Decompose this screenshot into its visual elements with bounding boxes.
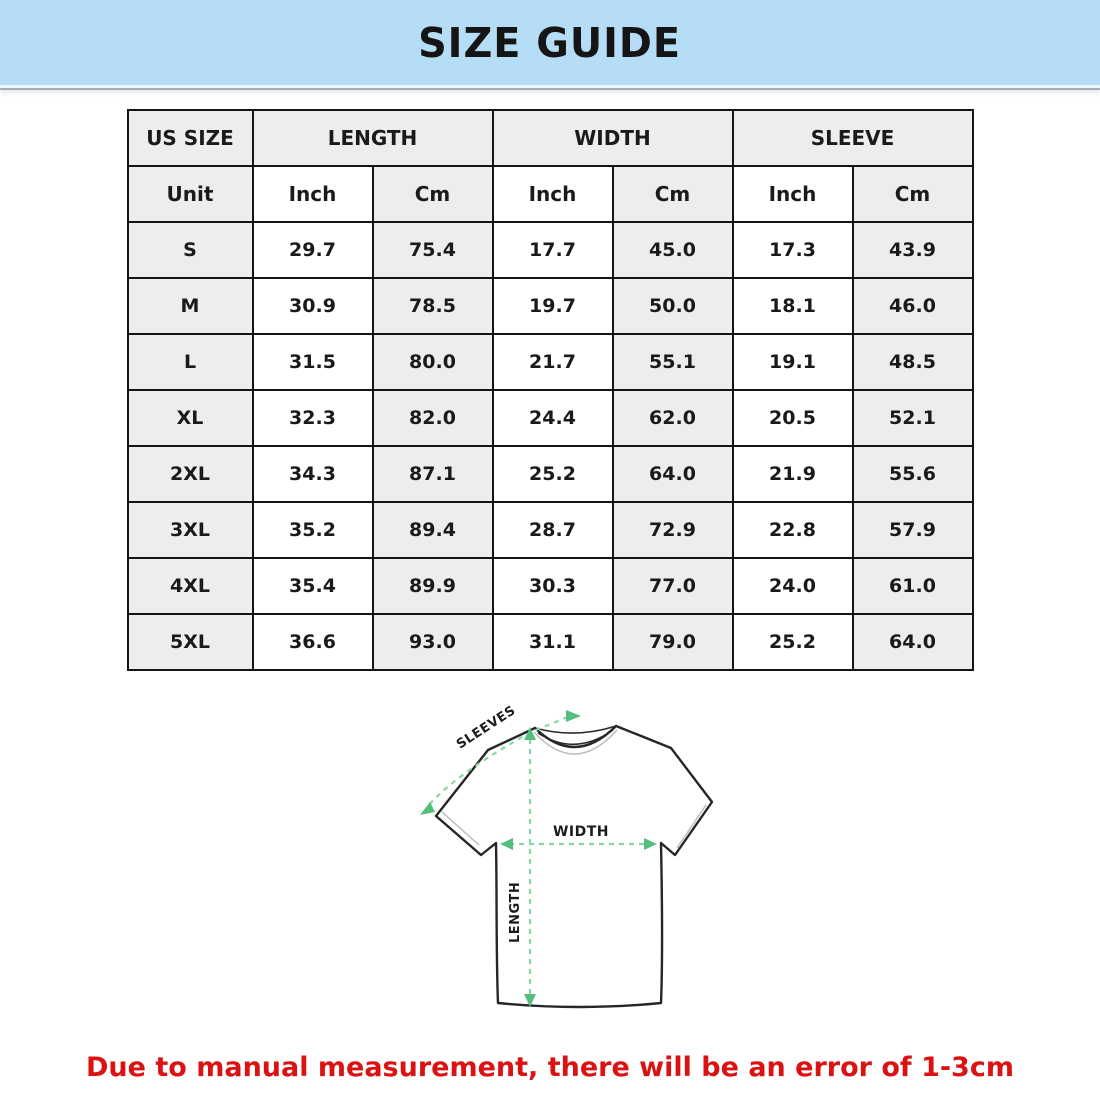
measure-cell: 22.8	[733, 502, 853, 558]
column-header-length: LENGTH	[253, 110, 493, 166]
unit-inch-width: Inch	[493, 166, 613, 222]
measure-cell: 25.2	[733, 614, 853, 670]
measure-cell: 29.7	[253, 222, 373, 278]
table-row-units	[128, 166, 973, 222]
table-row	[128, 334, 973, 390]
size-cell: S	[128, 222, 253, 278]
measure-cell: 72.9	[613, 502, 733, 558]
size-table	[127, 109, 974, 671]
measure-cell: 78.5	[373, 278, 493, 334]
measure-cell: 21.7	[493, 334, 613, 390]
column-header-us-size: US SIZE	[128, 110, 253, 166]
measure-cell: 77.0	[613, 558, 733, 614]
unit-inch-sleeve: Inch	[733, 166, 853, 222]
unit-cm-length: Cm	[373, 166, 493, 222]
measure-cell: 18.1	[733, 278, 853, 334]
tshirt-outline	[436, 726, 712, 1007]
table-row	[128, 558, 973, 614]
measure-cell: 35.2	[253, 502, 373, 558]
measure-cell: 17.3	[733, 222, 853, 278]
measure-cell: 87.1	[373, 446, 493, 502]
measure-cell: 19.7	[493, 278, 613, 334]
width-arrowhead-left-icon	[500, 838, 513, 850]
measure-cell: 64.0	[613, 446, 733, 502]
unit-inch-length: Inch	[253, 166, 373, 222]
sleeves-arrowhead-right-icon	[566, 710, 581, 722]
measure-cell: 17.7	[493, 222, 613, 278]
table-row	[128, 278, 973, 334]
column-header-width: WIDTH	[493, 110, 733, 166]
measurement-error-note: Due to manual measurement, there will be an error of 1-3cm	[86, 1052, 1014, 1083]
column-header-sleeve: SLEEVE	[733, 110, 973, 166]
measure-cell: 52.1	[853, 390, 973, 446]
measure-cell: 61.0	[853, 558, 973, 614]
size-cell: XL	[128, 390, 253, 446]
page-title: SIZE GUIDE	[418, 18, 682, 67]
size-cell: L	[128, 334, 253, 390]
table-row-groups	[128, 110, 973, 166]
table-row	[128, 390, 973, 446]
size-cell: 4XL	[128, 558, 253, 614]
tshirt-diagram-svg	[413, 693, 753, 1033]
measure-cell: 36.6	[253, 614, 373, 670]
measure-cell: 31.5	[253, 334, 373, 390]
measure-cell: 64.0	[853, 614, 973, 670]
measure-cell: 62.0	[613, 390, 733, 446]
width-label: WIDTH	[552, 824, 610, 840]
measure-cell: 35.4	[253, 558, 373, 614]
measure-cell: 48.5	[853, 334, 973, 390]
size-guide-banner	[0, 0, 1100, 88]
measure-cell: 80.0	[373, 334, 493, 390]
tshirt-collar-rib	[538, 730, 613, 744]
measure-cell: 46.0	[853, 278, 973, 334]
measure-cell: 89.4	[373, 502, 493, 558]
measure-cell: 20.5	[733, 390, 853, 446]
tshirt-measurement-diagram	[0, 693, 1100, 1038]
width-arrowhead-right-icon	[644, 838, 657, 850]
size-cell: M	[128, 278, 253, 334]
measure-cell: 82.0	[373, 390, 493, 446]
measure-cell: 25.2	[493, 446, 613, 502]
size-cell: 2XL	[128, 446, 253, 502]
measure-cell: 19.1	[733, 334, 853, 390]
measure-cell: 30.9	[253, 278, 373, 334]
measure-cell: 89.9	[373, 558, 493, 614]
measure-cell: 57.9	[853, 502, 973, 558]
tshirt-collar-back	[535, 726, 616, 733]
unit-cm-width: Cm	[613, 166, 733, 222]
measure-cell: 75.4	[373, 222, 493, 278]
unit-header: Unit	[128, 166, 253, 222]
length-label: LENGTH	[508, 881, 523, 943]
measure-cell: 24.0	[733, 558, 853, 614]
measure-cell: 21.9	[733, 446, 853, 502]
measure-cell: 31.1	[493, 614, 613, 670]
measure-cell: 93.0	[373, 614, 493, 670]
right-cuff-seam	[677, 805, 706, 848]
measure-cell: 28.7	[493, 502, 613, 558]
sleeves-arrowhead-left-icon	[420, 802, 435, 815]
measure-cell: 55.1	[613, 334, 733, 390]
measure-cell: 43.9	[853, 222, 973, 278]
table-row	[128, 446, 973, 502]
measure-cell: 30.3	[493, 558, 613, 614]
sleeves-label: SLEEVES	[454, 703, 519, 753]
measure-cell: 50.0	[613, 278, 733, 334]
unit-cm-sleeve: Cm	[853, 166, 973, 222]
measure-cell: 24.4	[493, 390, 613, 446]
left-cuff-seam	[442, 812, 479, 845]
table-row	[128, 502, 973, 558]
table-row	[128, 222, 973, 278]
size-table-wrap	[0, 109, 1100, 671]
size-cell: 3XL	[128, 502, 253, 558]
measure-cell: 79.0	[613, 614, 733, 670]
measure-cell: 32.3	[253, 390, 373, 446]
measure-cell: 45.0	[613, 222, 733, 278]
measure-cell: 55.6	[853, 446, 973, 502]
table-row	[128, 614, 973, 670]
size-cell: 5XL	[128, 614, 253, 670]
measure-cell: 34.3	[253, 446, 373, 502]
